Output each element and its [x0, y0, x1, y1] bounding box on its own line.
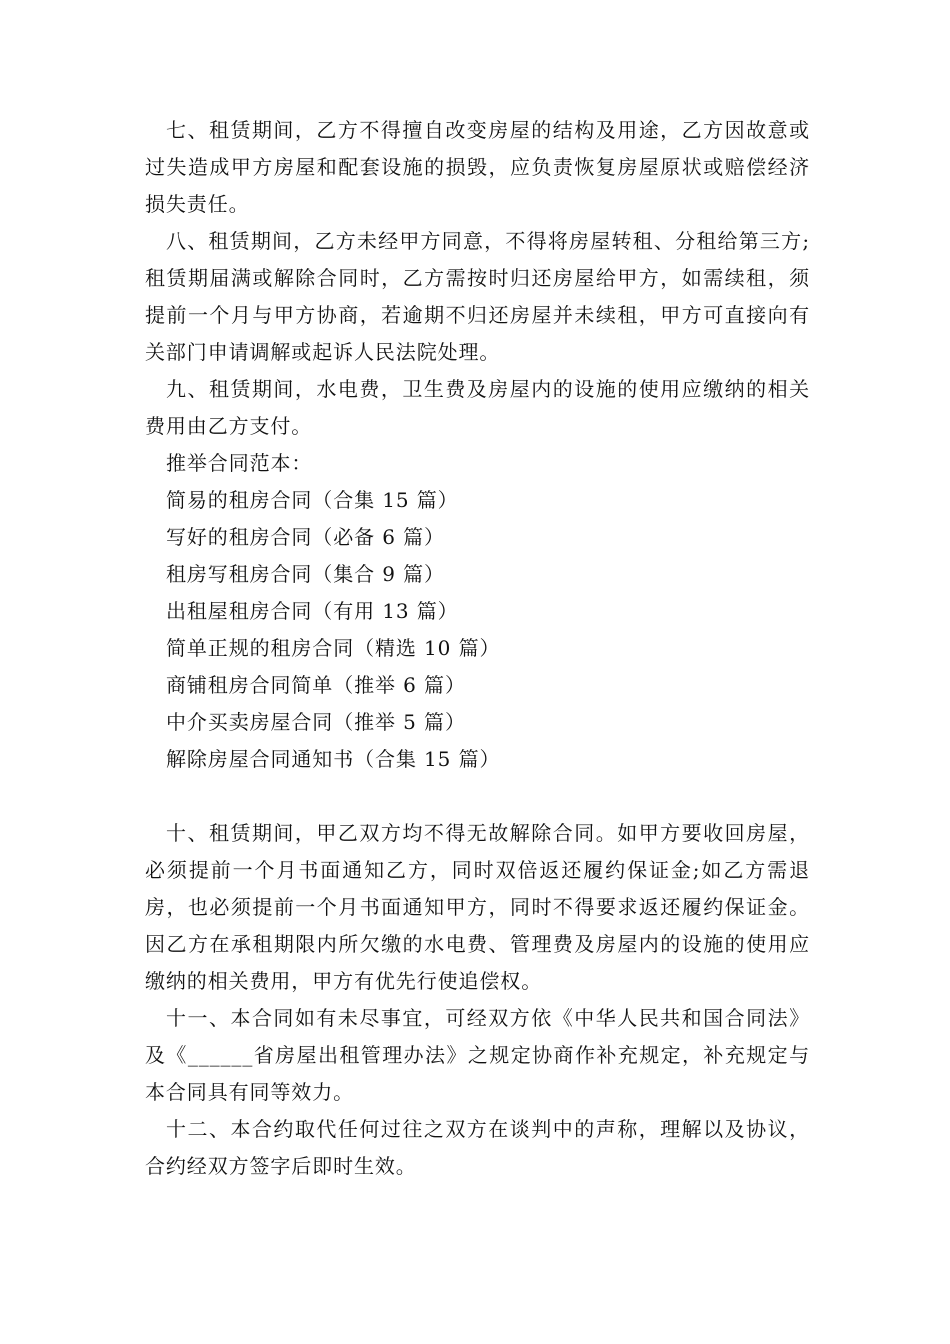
clause-8: 八、租赁期间，乙方未经甲方同意，不得将房屋转租、分租给第三方;租赁期届满或解除合同时，乙方需按时归还房屋给甲方，如需续租，须提前一个月与甲方协商，若逾期不归还房屋并未续租，甲方可直接向有关部门申请调解或起诉人民法院处理。: [145, 229, 810, 364]
recommend-link-1[interactable]: 简易的租房合同（合集 15 篇）: [166, 488, 459, 512]
recommend-link-3[interactable]: 租房写租房合同（集合 9 篇）: [166, 562, 445, 586]
recommend-link-8[interactable]: 解除房屋合同通知书（合集 15 篇）: [166, 747, 501, 771]
recommend-link-5[interactable]: 简单正规的租房合同（精选 10 篇）: [166, 636, 501, 660]
recommend-link-6[interactable]: 商铺租房合同简单（推举 6 篇）: [166, 673, 466, 697]
recommend-link-4[interactable]: 出租屋租房合同（有用 13 篇）: [166, 599, 459, 623]
clause-10: 十、租赁期间，甲乙双方均不得无故解除合同。如甲方要收回房屋，必须提前一个月书面通知乙方，同时双倍返还履约保证金;如乙方需退房，也必须提前一个月书面通知甲方，同时不得要求返还履约保证金。因乙方在承租期限内所欠缴的水电费、管理费及房屋内的设施的使用应缴纳的相关费用，甲方有优先行使追偿权。: [145, 821, 810, 993]
document-page: [145, 112, 810, 1185]
recommend-title: 推举合同范本：: [166, 451, 313, 475]
section-gap: [145, 778, 810, 815]
clause-9: 九、租赁期间，水电费，卫生费及房屋内的设施的使用应缴纳的相关费用由乙方支付。: [145, 377, 810, 438]
clause-11: 十一、本合同如有未尽事宜，可经双方依《中华人民共和国合同法》及《______省房屋出租管理办法》之规定协商作补充规定，补充规定与本合同具有同等效力。: [145, 1006, 810, 1104]
clause-7: 七、租赁期间，乙方不得擅自改变房屋的结构及用途，乙方因故意或过失造成甲方房屋和配套设施的损毁，应负责恢复房屋原状或赔偿经济损失责任。: [145, 118, 810, 216]
recommend-link-7[interactable]: 中介买卖房屋合同（推举 5 篇）: [166, 710, 466, 734]
recommend-link-2[interactable]: 写好的租房合同（必备 6 篇）: [166, 525, 445, 549]
clause-12: 十二、本合约取代任何过往之双方在谈判中的声称，理解以及协议，合约经双方签字后即时生效。: [145, 1117, 810, 1178]
